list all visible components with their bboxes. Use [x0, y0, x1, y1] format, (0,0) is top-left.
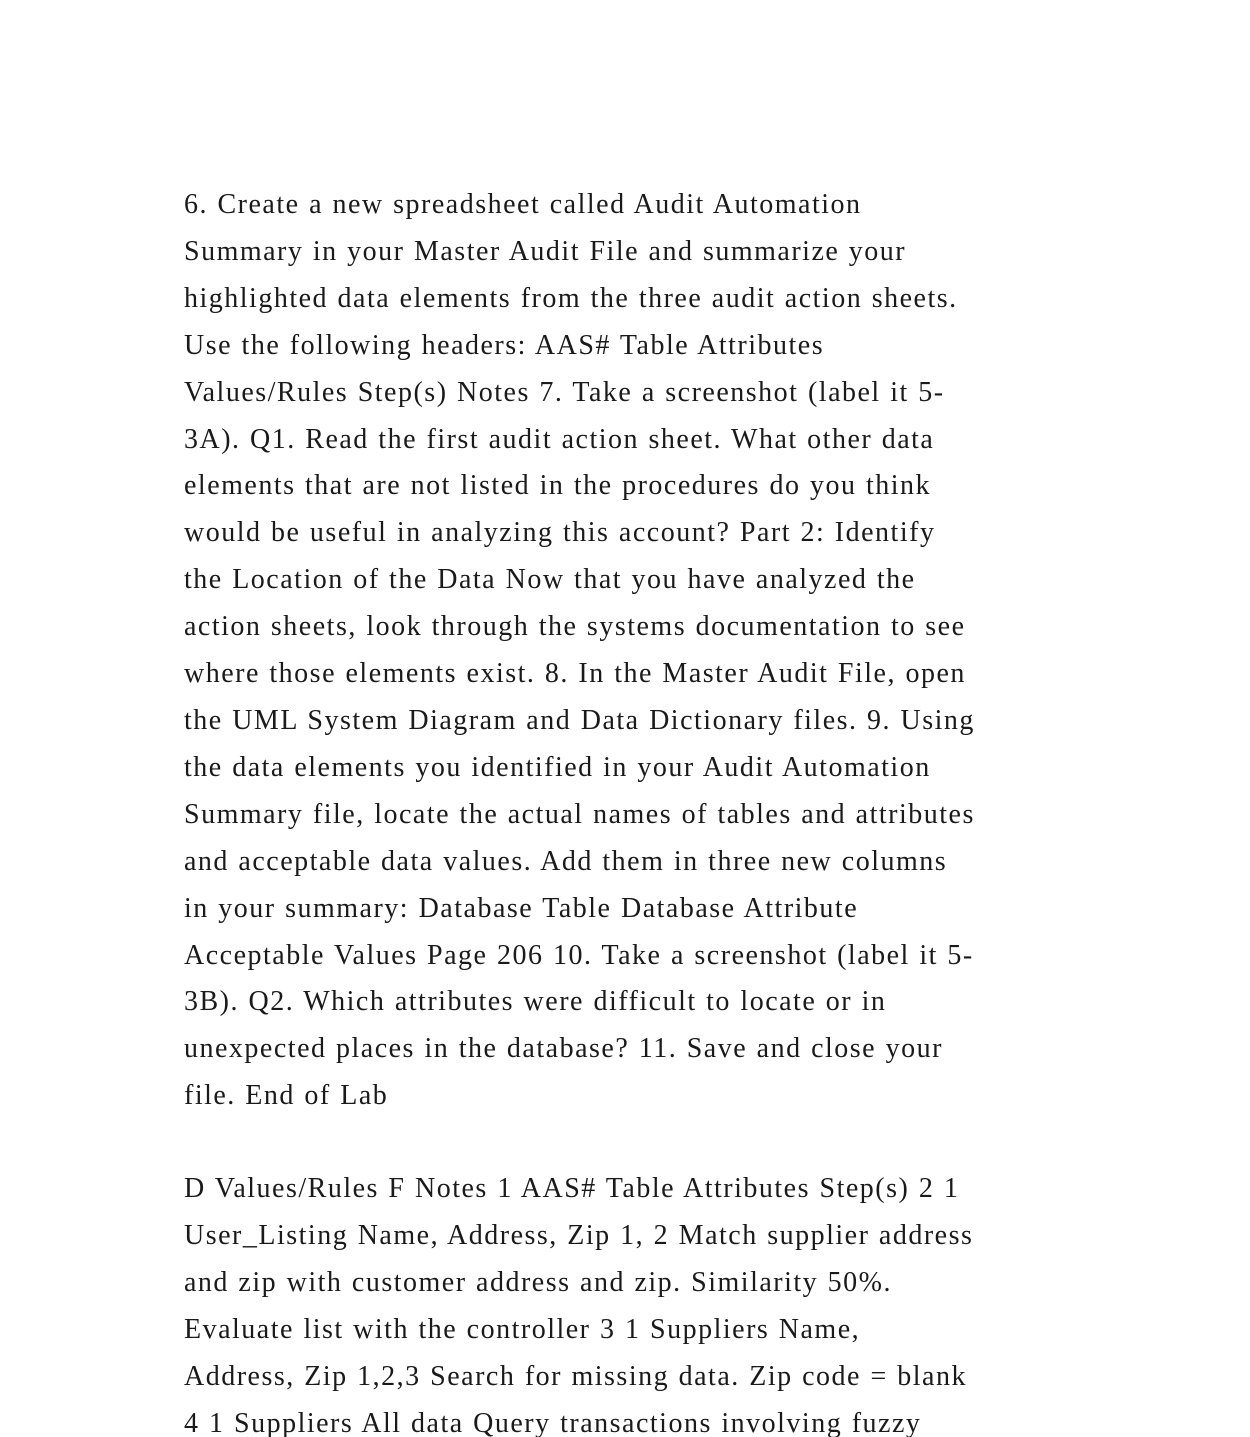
text-line: Use the following headers: AAS# Table Attributes [184, 329, 825, 361]
text-line: 6. Create a new spreadsheet called Audit Automation [184, 189, 862, 220]
text-line: Acceptable Values Page 206 10. Take a screenshot (label it 5- [184, 939, 974, 971]
paragraph-summary-table-text [184, 1166, 1084, 1437]
text-line: and acceptable data values. Add them in three new columns [184, 845, 948, 877]
text-line: 3B). Q2. Which attributes were difficult to locate or in [184, 986, 887, 1018]
text-line: Evaluate list with the controller 3 1 Suppliers Name, [184, 1313, 861, 1345]
text-line: 4 1 Suppliers All data Query transactions involving fuzzy [184, 1407, 922, 1437]
text-line: the data elements you identified in your Audit Automation [184, 751, 931, 783]
text-line: elements that are not listed in the procedures do you think [184, 470, 931, 502]
text-line: would be useful in analyzing this account? Part 2: Identify [184, 517, 936, 549]
text-line: the UML System Diagram and Data Dictionary files. 9. Using [184, 704, 975, 736]
text-line: file. End of Lab [184, 1080, 389, 1112]
text-line: the Location of the Data Now that you have analyzed the [184, 564, 916, 596]
text-line: unexpected places in the database? 11. Save and close your [184, 1033, 943, 1065]
text-line: where those elements exist. 8. In the Master Audit File, open [184, 658, 966, 690]
text-line: User_Listing Name, Address, Zip 1, 2 Match supplier address [184, 1219, 974, 1251]
text-line: action sheets, look through the systems documentation to see [184, 611, 966, 643]
paragraph-lab-instructions [184, 182, 1084, 1120]
text-line: D Values/Rules F Notes 1 AAS# Table Attributes Step(s) 2 1 [184, 1173, 960, 1204]
text-line: Address, Zip 1,2,3 Search for missing data. Zip code = blank [184, 1360, 967, 1392]
text-line: Values/Rules Step(s) Notes 7. Take a screenshot (label it 5- [184, 376, 945, 408]
text-line: in your summary: Database Table Database Attribute [184, 892, 859, 924]
text-line: Summary in your Master Audit File and summarize your [184, 235, 907, 267]
text-line: and zip with customer address and zip. Similarity 50%. [184, 1266, 892, 1298]
text-line: highlighted data elements from the three audit action sheets. [184, 282, 958, 314]
text-line: 3A). Q1. Read the first audit action sheet. What other data [184, 423, 935, 455]
text-line: Summary file, locate the actual names of tables and attributes [184, 798, 975, 830]
